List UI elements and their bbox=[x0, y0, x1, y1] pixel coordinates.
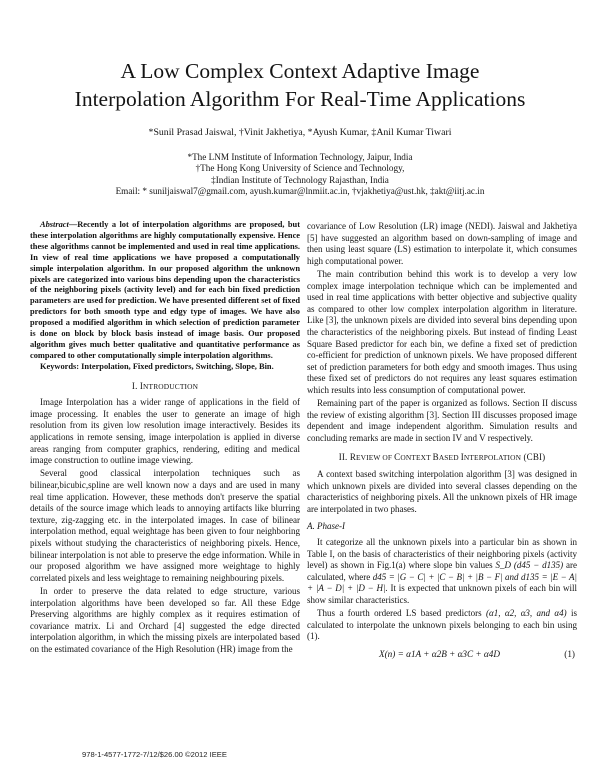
paper-title bbox=[30, 57, 570, 113]
section-1-number: I. bbox=[131, 380, 138, 391]
direction-gradient-math: d45 = |G − C| + |C − B| + |B − F| and d135 = |E − A| + |A − D| + |D − H|. bbox=[307, 571, 578, 594]
predictor-coefficients-math: (α1, α2, α3, and α4) bbox=[486, 608, 567, 619]
section-2-word-based: ASED bbox=[438, 453, 461, 463]
affiliation-hkust: †The Hong Kong University of Science and Technology, bbox=[195, 163, 405, 174]
equation-1-number: (1) bbox=[564, 648, 575, 659]
phase-1-text-a: It categorize all the unknown pixels into a particular bin as shown in Table I, on the basis of characteristics of their neighboring pixels (activity level) as shown in Fig.1(a) where slope bin values bbox=[307, 537, 577, 571]
section-2-word-interpolation: NTERPOLATION bbox=[463, 453, 522, 463]
affiliations bbox=[30, 152, 570, 198]
author-list: *Sunil Prasad Jaiswal, †Vinit Jakhetiya, *Ayush Kumar, ‡Anil Kumar Tiwari bbox=[148, 127, 452, 138]
cbi-paragraph: A context based switching interpolation algorithm [3] was designed in which unknown pixels are divided into several classes depending on the characteristics of neighboring pixels. All the unknown pixels of HR image are interpolated in two phases. bbox=[307, 469, 577, 514]
intro-paragraph-2: Several good classical interpolation techniques such as bilinear,bicubic,spline are well known now a days and are used in many real time application. However, these methods don't preserve the spatial details of the source image which leads to annoying artifacts like blurring texture, zig-zagging etc. in the interpolated images. In case of bilinear interpolation method, equal weightage has been given to four neighboring pixels without studying the characteristics of neighboring pixels. Hence, bilinear interpolation is not able to preserve the edge information. While in our proposed algorithm we have assigned more weightage to highly correlated pixels and less weightage to remaining neighbouring pixels. bbox=[30, 468, 300, 583]
title-line-2: Interpolation Algorithm For Real-Time Applications bbox=[74, 87, 526, 111]
title-line-1: A Low Complex Context Adaptive Image bbox=[120, 59, 480, 83]
section-2-acronym: (CBI) bbox=[523, 452, 546, 463]
predictor-text-b: is calculated to interpolate the unknown pixels belonging to each bin using (1). bbox=[307, 608, 578, 642]
contribution-paragraph: The main contribution behind this work is to develop a very low complex image interpolation technique which can be implemented and used in real time applications with better objective and subjective quality as compared to other low complex interpolation algorithm in literature. Like [3], the unknown pixels are divided into several bins depending upon the characteristics of the neighboring pixels. But instead of finding Least Square Based predictor for each bin, we define a fixed set of prediction co-efficient for prediction of unknown pixels. We have proposed different set of prediction parameters for both edgy and smooth images. Thus using these fixed set of predictors do not requires any least squares estimation which results into less consumption of computational power. bbox=[307, 268, 577, 395]
copyright-footer: 978-1-4577-1772-7/12/$26.00 ©2012 IEEE bbox=[82, 750, 227, 759]
intro-paragraph-1: Image Interpolation has a wider range of applications in the field of image processing. It enables the user to generate an image of high resolution from its given low resolution image interactively. Besides its applications in remote sensing, image interpolation is applied in diverse areas ranging from computer graphics, rendering, editing and medical image construction to outline image viewing. bbox=[30, 397, 300, 466]
section-2-cap-r: R bbox=[349, 452, 356, 463]
section-1-rest: NTRODUCTION bbox=[143, 381, 199, 391]
section-heading-introduction bbox=[30, 381, 300, 393]
organization-paragraph: Remaining part of the paper is organized as follows. Section II discuss the review of existing algorithm [3]. Section III discusses proposed image dependent and image independent algorithm. Simulation results and concluding remarks are made in section IV and V respectively. bbox=[307, 398, 577, 443]
intro-paragraph-3: In order to preserve the data related to edge structure, various interpolation algorithms have been developed so far. All these Edge Preserving algorithms are highly complex as it requires estimation of covariance matrix. Li and Orchard [4] suggested the edge directed interpolation algorithm, in which the missing pixels are interpolated based on the estimated covariance of the High Resolution (HR) image from the bbox=[30, 585, 300, 654]
affiliation-iitj: ‡Indian Institute of Technology Rajasthan, India bbox=[211, 174, 389, 185]
abstract-text: —Recently a lot of interpolation algorithms are proposed, but these interpolation algorithms are highly computationally expensive. Hence these algorithms cannot be implemented and used in real time applications. In view of real time applications we have proposed a computationally simple interpolation algorithm. In our proposed algorithm the unknown pixels are categorized into various bins depending upon the characteristics of the neighboring pixels (activity level) and for each bin fixed prediction parameters are used for prediction. We have presented different set of fixed predictors for both smooth type and edgy type of images. We have also proposed a modified algorithm in which selection of prediction parameter is done on block by block basis instead of image basis. Our proposed algorithm gives much better qualitative and quantitative performance as compared to other computationally simple interpolation algorithms. bbox=[30, 220, 300, 360]
section-2-number: II. bbox=[338, 452, 348, 463]
slope-bin-math: S_D (d45 − d135) bbox=[495, 560, 564, 571]
phase-1-text-c: It is expected that unknown pixels of each bin will show similar characteristics. bbox=[307, 583, 577, 605]
section-1-initial: I bbox=[139, 380, 144, 391]
section-2-word-review: EVIEW OF bbox=[356, 453, 395, 463]
subsection-heading-phase-1: A. Phase-I bbox=[307, 521, 345, 532]
right-column bbox=[307, 221, 577, 663]
section-2-cap-b: B bbox=[432, 452, 439, 463]
section-heading-cbi-review bbox=[307, 452, 577, 464]
phase-1-text-b: are calculated, where bbox=[307, 560, 578, 582]
related-work-paragraph: covariance of Low Resolution (LR) image (NEDI). Jaiswal and Jakhetiya [5] have suggested an algorithm based on down-sampling of image and then using least square (LS) estimation to interpolate it, which consumes high computational power. bbox=[307, 221, 577, 266]
section-2-word-context: ONTEXT bbox=[400, 453, 433, 463]
equation-1-expression: X(n) = α1A + α2B + α3C + α4D bbox=[379, 648, 500, 659]
abstract-label: Abstract bbox=[40, 220, 69, 229]
phase-1-paragraph bbox=[307, 537, 577, 607]
left-column bbox=[30, 220, 300, 657]
abstract bbox=[30, 220, 300, 362]
author-emails: Email: * suniljaiswal7@gmail.com, ayush.kumar@lnmiit.ac.in, †vjakhetiya@ust.hk, ‡akt@iitj.ac.in bbox=[115, 186, 485, 197]
predictor-text-a: Thus a fourth ordered LS based predictors bbox=[317, 608, 482, 619]
equation-1 bbox=[307, 647, 577, 663]
keywords: Keywords: Interpolation, Fixed predictors, Switching, Slope, Bin. bbox=[40, 361, 274, 371]
section-2-cap-c: C bbox=[394, 452, 401, 463]
affiliation-lnmiit: *The LNM Institute of Information Technology, Jaipur, India bbox=[187, 152, 413, 162]
section-2-cap-i: I bbox=[460, 452, 464, 463]
predictor-paragraph bbox=[307, 608, 577, 643]
